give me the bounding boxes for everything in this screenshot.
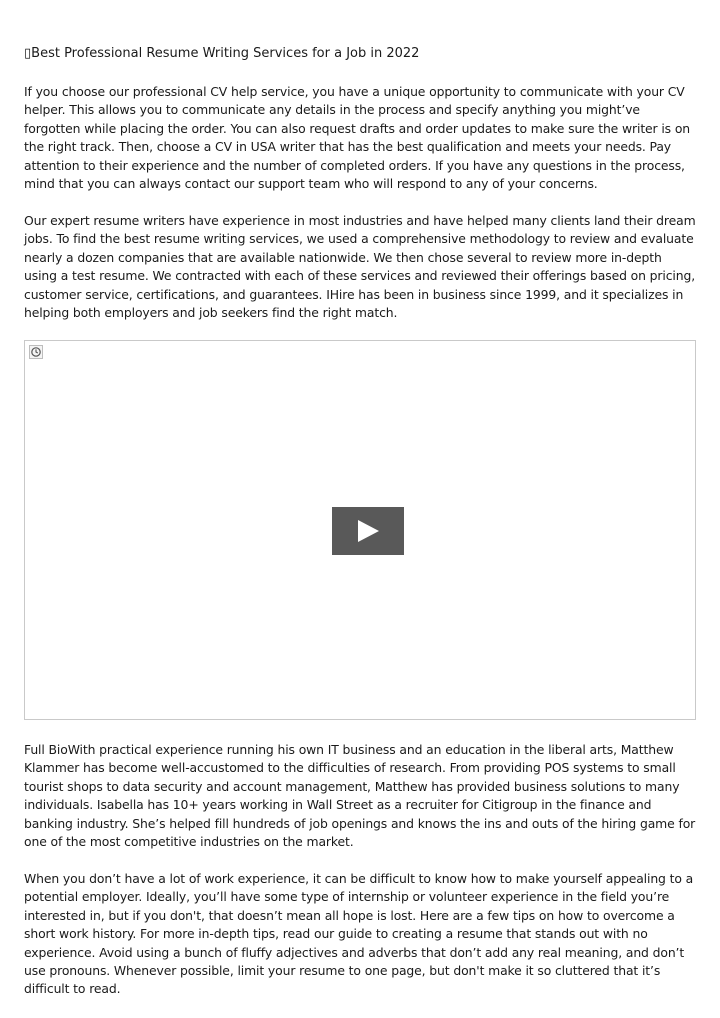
article-paragraph-4: When you don’t have a lot of work experience, it can be difficult to know how to make yourself appealing to a potential employer. Ideally, you’ll have some type of internship or volunteer experience in the field you’re interested in, but if you don't, that doesn’t mean all hope is lost. Here are a few tips on how to overcome a short work history. For more in-depth tips, read our guide to creating a resume that stands out with no experience. Avoid using a bunch of fluffy adjectives and adverbs that don’t add any real meaning, and don’t use pronouns. Whenever possible, limit your resume to one page, but don't make it so cluttered that it’s difficult to read. [24,871,694,997]
clock-icon [29,345,43,359]
article-title-text: Best Professional Resume Writing Services for a Job in 2022 [31,46,420,61]
article-paragraph-3: Full BioWith practical experience running his own IT business and an education in the liberal arts, Matthew Klammer has become well-accustomed to the difficulties of research. From providing POS systems to small tourist shops to data security and account management, Matthew has provided business solutions to many individuals. Isabella has 10+ years working in Wall Street as a recruiter for Citigroup in the finance and banking industry. She’s helped fill hundreds of job openings and knows the ins and outs of the hiring game for one of the most competitive industries on the market. [24,742,696,850]
missing-glyph-icon: ▯ [24,46,32,61]
play-icon [355,518,381,544]
article-paragraph-2: Our expert resume writers have experience in most industries and have helped many clients land their dream jobs. To find the best resume writing services, we used a comprehensive methodology to review and evaluate nearly a dozen companies that are available nationwide. We then chose several to review more in-depth using a test resume. We contracted with each of these services and reviewed their offerings based on pricing, customer service, certifications, and guarantees. IHire has been in business since 1999, and it specializes in helping both employers and job seekers find the right match. [24,213,696,321]
play-button[interactable] [332,507,404,555]
article-title [24,45,696,63]
video-embed[interactable] [24,340,696,720]
article-paragraph-1: If you choose our professional CV help service, you have a unique opportunity to communicate with your CV helper. This allows you to communicate any details in the process and specify anything you might’ve forgotten while placing the order. You can also request drafts and order updates to make sure the writer is on the right track. Then, choose a CV in USA writer that has the best qualification and meets your needs. Pay attention to their experience and the number of completed orders. If you have any questions in the process, mind that you can always contact our support team who will respond to any of your concerns. [24,84,691,192]
